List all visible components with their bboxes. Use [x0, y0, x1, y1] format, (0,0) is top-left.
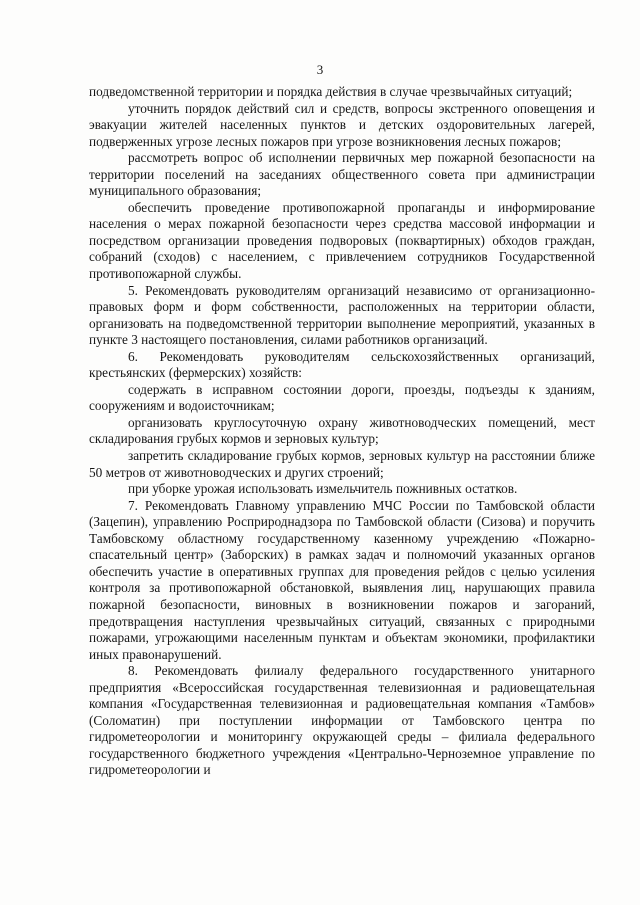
- page-number: 3: [316, 62, 324, 77]
- paragraph-prohibit-storage: запретить складирование грубых кормов, зерновых культур на расстоянии ближе 50 метров от животноводческих и других строений;: [89, 448, 595, 480]
- paragraph-organize-guard: организовать круглосуточную охрану животноводческих помещений, мест складирования грубых кормов и зерновых культур;: [89, 414, 595, 447]
- paragraph-item-6: 6. Рекомендовать руководителям сельскохозяйственных организаций, крестьянских (фермерских) хозяйств:: [89, 348, 595, 381]
- paragraph-continuation: подведомственной территории и порядка действия в случае чрезвычайных ситуаций;: [89, 84, 573, 99]
- paragraph-item-8: 8. Рекомендовать филиалу федерального государственного унитарного предприятия «Всероссийская государственная телевизионная и радиовещательная компания «Государственная телевизионная и радиовещательная компания «Тамбов» (Соломатин) при поступлении информации от Тамбовского центра по гидрометеорологии и мониторингу окружающей среды – филиала федерального государственного бюджетного учреждения «Центрально-Черноземное управление по гидрометеорологии и: [89, 663, 595, 778]
- paragraph-consider-question: рассмотреть вопрос об исполнении первичных мер пожарной безопасности на территории поселений на заседаниях общественного совета при администрации муниципального образования;: [89, 150, 595, 199]
- paragraph-clarify-procedure: уточнить порядок действий сил и средств, вопросы экстренного оповещения и эвакуации жителей населенных пунктов и детских оздоровительных лагерей, подверженных угрозе лесных пожаров при угрозе возникновения лесных пожаров;: [89, 100, 595, 149]
- document-body: [89, 84, 595, 779]
- paragraph-maintain-roads: содержать в исправном состоянии дороги, проезды, подъезды к зданиям, сооружениям и водоисточникам;: [89, 381, 595, 414]
- paragraph-harvest: при уборке урожая использовать измельчитель пожнивных остатков.: [128, 481, 518, 497]
- paragraph-item-7: 7. Рекомендовать Главному управлению МЧС России по Тамбовской области (Зацепин), управлению Росприроднадзора по Тамбовской области (Сизова) и поручить Тамбовскому областному государственному казенному учреждению «Пожарно-спасательный центр» (Заборских) в рамках задач и полномочий указанных органов обеспечить участие в оперативных группах для проведения рейдов с целью усиления контроля за противопожарной обстановкой, выявления лиц, нарушающих правила пожарной безопасности, виновных в возникновении пожаров и загораний, предотвращения наступления чрезвычайных ситуаций, связанных с природными пожарами, угрожающими населенным пунктам и объектам экономики, профилактики иных правонарушений.: [89, 497, 595, 662]
- paragraph-ensure-propaganda: обеспечить проведение противопожарной пропаганды и информирование населения о мерах пожарной безопасности через средства массовой информации и посредством организации проведения подворовых (поквартирных) обходов граждан, собраний (сходов) с населением, с привлечением сотрудников Государственной противопожарной службы.: [89, 199, 595, 282]
- paragraph-item-5: 5. Рекомендовать руководителям организаций независимо от организационно-правовых форм и форм собственности, расположенных на территории области, организовать на подведомственной территории выполнение мероприятий, указанных в пункте 3 настоящего постановления, силами работников организаций.: [89, 282, 595, 348]
